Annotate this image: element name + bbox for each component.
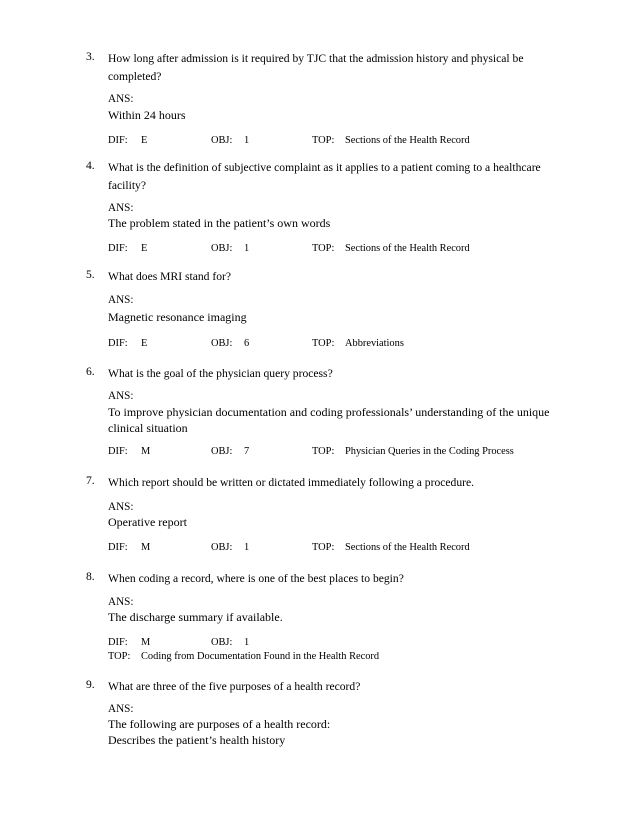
question-text: What is the goal of the physician query process? bbox=[108, 367, 333, 380]
difficulty-label: DIF: bbox=[108, 338, 128, 349]
difficulty-label: DIF: bbox=[108, 637, 128, 648]
difficulty-value: E bbox=[141, 135, 148, 146]
topic-value: Sections of the Health Record bbox=[345, 243, 470, 254]
difficulty-value: M bbox=[141, 637, 151, 648]
answer-text: The discharge summary if available. bbox=[108, 610, 283, 624]
topic-label: TOP: bbox=[312, 446, 335, 457]
topic-value: Coding from Documentation Found in the Health Record bbox=[141, 651, 380, 662]
difficulty-label: DIF: bbox=[108, 446, 128, 457]
question-text: Which report should be written or dictated immediately following a procedure. bbox=[108, 476, 475, 489]
difficulty-label: DIF: bbox=[108, 542, 128, 553]
difficulty-label: DIF: bbox=[108, 243, 128, 254]
objective-value: 1 bbox=[244, 542, 250, 553]
objective-label: OBJ: bbox=[211, 542, 233, 553]
objective-value: 1 bbox=[244, 135, 250, 146]
question-number: 4. bbox=[86, 159, 95, 172]
objective-value: 1 bbox=[244, 243, 250, 254]
question-number: 9. bbox=[86, 678, 95, 691]
answer-label: ANS: bbox=[108, 703, 134, 715]
objective-value: 7 bbox=[244, 446, 250, 457]
topic-label: TOP: bbox=[312, 243, 335, 254]
question-number: 3. bbox=[86, 50, 95, 63]
topic-label: TOP: bbox=[312, 338, 335, 349]
difficulty-value: M bbox=[141, 542, 151, 553]
question-text: How long after admission is it required by TJC that the admission history and physical be completed? bbox=[108, 52, 524, 83]
answer-label: ANS: bbox=[108, 294, 134, 306]
objective-label: OBJ: bbox=[211, 135, 233, 146]
answer-text: To improve physician documentation and coding professionals’ understanding of the unique clinical situation bbox=[108, 405, 550, 435]
objective-label: OBJ: bbox=[211, 637, 233, 648]
objective-label: OBJ: bbox=[211, 446, 233, 457]
question-text: When coding a record, where is one of the best places to begin? bbox=[108, 572, 404, 585]
answer-label: ANS: bbox=[108, 596, 134, 608]
answer-line: Describes the patient’s health history bbox=[108, 733, 286, 747]
objective-label: OBJ: bbox=[211, 338, 233, 349]
objective-label: OBJ: bbox=[211, 243, 233, 254]
topic-value: Physician Queries in the Coding Process bbox=[345, 446, 514, 457]
question-number: 5. bbox=[86, 268, 95, 281]
answer-text: Magnetic resonance imaging bbox=[108, 310, 247, 324]
topic-value: Sections of the Health Record bbox=[345, 135, 470, 146]
question-text: What are three of the five purposes of a health record? bbox=[108, 680, 361, 693]
objective-value: 6 bbox=[244, 338, 250, 349]
difficulty-label: DIF: bbox=[108, 135, 128, 146]
answer-label: ANS: bbox=[108, 202, 134, 214]
answer-label: ANS: bbox=[108, 390, 134, 402]
objective-value: 1 bbox=[244, 637, 250, 648]
question-number: 7. bbox=[86, 474, 95, 487]
question-text: What does MRI stand for? bbox=[108, 270, 231, 283]
question-number: 6. bbox=[86, 365, 95, 378]
difficulty-value: E bbox=[141, 338, 148, 349]
topic-label: TOP: bbox=[108, 651, 131, 662]
question-number: 8. bbox=[86, 570, 95, 583]
answer-text: The problem stated in the patient’s own words bbox=[108, 216, 331, 230]
answer-text: Operative report bbox=[108, 515, 187, 529]
question-text: What is the definition of subjective complaint as it applies to a patient coming to a healthcare facility? bbox=[108, 161, 541, 192]
answer-label: ANS: bbox=[108, 93, 134, 105]
topic-value: Sections of the Health Record bbox=[345, 542, 470, 553]
topic-value: Abbreviations bbox=[345, 338, 404, 349]
answer-text: Within 24 hours bbox=[108, 108, 186, 122]
answer-line: The following are purposes of a health record: bbox=[108, 717, 331, 731]
difficulty-value: M bbox=[141, 446, 151, 457]
difficulty-value: E bbox=[141, 243, 148, 254]
answer-label: ANS: bbox=[108, 501, 134, 513]
topic-label: TOP: bbox=[312, 135, 335, 146]
topic-label: TOP: bbox=[312, 542, 335, 553]
